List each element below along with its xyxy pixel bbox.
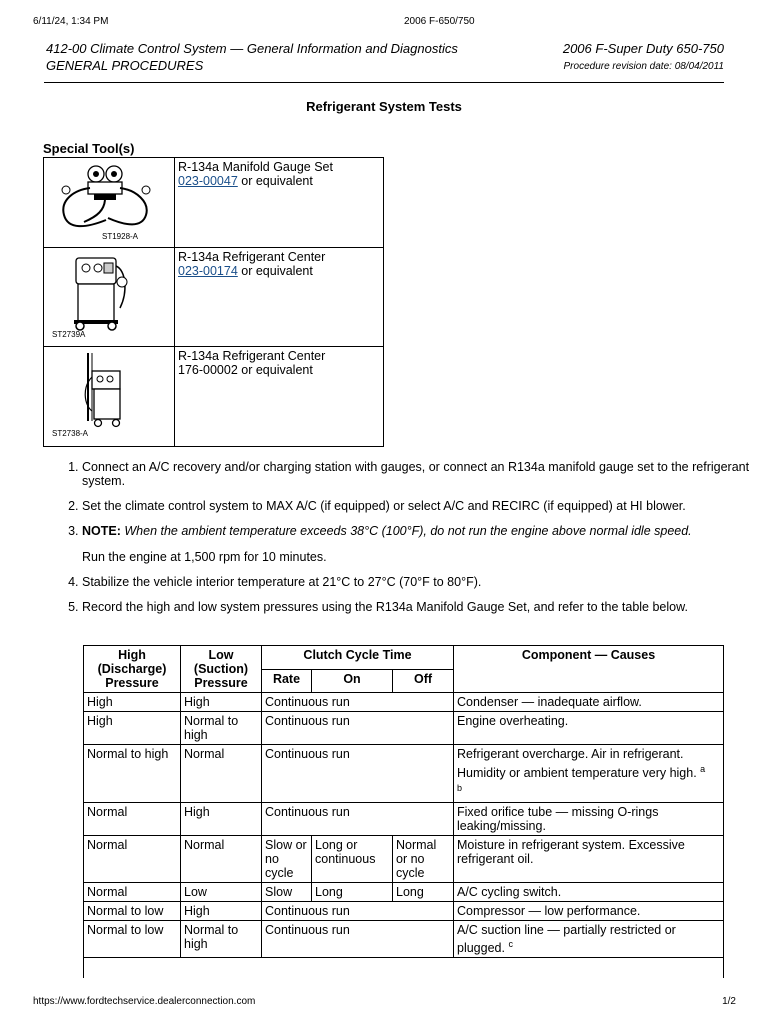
section-title: 412-00 Climate Control System — General Information and Diagnostics <box>46 41 458 56</box>
footnote-c-link[interactable]: c <box>508 939 513 950</box>
cell-low: High <box>181 902 262 921</box>
tool-image-cell <box>44 347 175 447</box>
tool-row <box>44 158 384 248</box>
cell-high: High <box>84 693 181 712</box>
cell-clutch: Continuous run <box>262 745 454 803</box>
special-tools-heading: Special Tool(s) <box>43 141 135 156</box>
tool-description <box>175 347 384 447</box>
note-text: When the ambient temperature exceeds 38°C (100°F), do not run the engine above normal idle speed. <box>124 524 692 538</box>
cell-causes: Condenser — inadequate airflow. <box>454 693 724 712</box>
cell-clutch: Continuous run <box>262 921 454 958</box>
tool-name: R-134a Manifold Gauge Set <box>178 160 333 174</box>
table-row <box>84 883 724 902</box>
footer-page: 1/2 <box>722 996 736 1007</box>
cell-causes: Moisture in refrigerant system. Excessive refrigerant oil. <box>454 836 724 883</box>
cell-low: Normal <box>181 745 262 803</box>
tool-suffix: or equivalent <box>237 264 313 278</box>
table-row <box>84 712 724 745</box>
header-clutch-cycle: Clutch Cycle Time <box>262 646 454 670</box>
step-item <box>82 524 762 564</box>
tool-description <box>175 248 384 347</box>
footer-url: https://www.fordtechservice.dealerconnection.com <box>33 996 256 1007</box>
header-high-pressure: High (Discharge) Pressure <box>84 646 181 693</box>
note-label: NOTE: <box>82 524 121 538</box>
cell-clutch: Continuous run <box>262 693 454 712</box>
tool-description <box>175 158 384 248</box>
table-header-row <box>84 646 724 670</box>
tool-part-link[interactable]: 023-00047 <box>178 174 238 188</box>
step-text: Stabilize the vehicle interior temperature at 21°C to 27°C (70°F to 80°F). <box>82 575 482 589</box>
cell-causes: Engine overheating. <box>454 712 724 745</box>
page-title: Refrigerant System Tests <box>306 99 462 114</box>
cell-high: Normal to low <box>84 921 181 958</box>
cell-clutch: Continuous run <box>262 803 454 836</box>
footnote-b-link[interactable]: b <box>457 783 463 794</box>
print-doc-title: 2006 F-650/750 <box>404 16 475 27</box>
step-item <box>82 575 762 589</box>
tool-image-cell <box>44 158 175 248</box>
cell-causes: Fixed orifice tube — missing O-rings leaking/missing. <box>454 803 724 836</box>
table-row <box>84 921 724 958</box>
pressure-diagnosis-table <box>83 645 724 978</box>
continued-cell <box>84 958 724 978</box>
cell-low: Normal to high <box>181 712 262 745</box>
header-causes: Component — Causes <box>454 646 724 693</box>
causes-text: Refrigerant overcharge. Air in refrigerant. Humidity or ambient temperature very high. <box>457 747 697 781</box>
cell-causes: Compressor — low performance. <box>454 902 724 921</box>
revision-date: Procedure revision date: 08/04/2011 <box>563 61 724 72</box>
tool-part-link[interactable]: 023-00174 <box>178 264 238 278</box>
table-row <box>84 836 724 883</box>
table-row <box>84 693 724 712</box>
step-text: Record the high and low system pressures using the R134a Manifold Gauge Set, and refer to the table below. <box>82 600 688 614</box>
step-text: Set the climate control system to MAX A/C (if equipped) or select A/C and RECIRC (if equipped) at HI blower. <box>82 499 686 513</box>
cell-on: Long or continuous <box>312 836 393 883</box>
cell-causes <box>454 921 724 958</box>
table-row <box>84 745 724 803</box>
tool-suffix: or equivalent <box>237 363 313 377</box>
header-rule <box>44 82 724 83</box>
tool-suffix: or equivalent <box>237 174 313 188</box>
causes-text: A/C suction line — partially restricted or plugged. <box>457 923 676 956</box>
step-item <box>82 499 762 513</box>
refrigerant-center-icon <box>46 252 174 332</box>
tool-name: R-134a Refrigerant Center <box>178 349 326 363</box>
print-datetime: 6/11/24, 1:34 PM <box>33 16 109 27</box>
tool-image-caption: ST2739A <box>52 330 86 339</box>
cell-on: Long <box>312 883 393 902</box>
special-tools-table <box>43 157 384 447</box>
header-on: On <box>312 669 393 693</box>
cell-low: Low <box>181 883 262 902</box>
step-item <box>82 460 762 488</box>
cell-causes: A/C cycling switch. <box>454 883 724 902</box>
table-row <box>84 803 724 836</box>
step-text: Run the engine at 1,500 rpm for 10 minutes. <box>82 550 327 564</box>
cell-high: Normal to low <box>84 902 181 921</box>
cell-rate: Slow <box>262 883 312 902</box>
header-off: Off <box>393 669 454 693</box>
tool-name: R-134a Refrigerant Center <box>178 250 326 264</box>
tool-image-caption: ST1928-A <box>102 232 139 241</box>
footnote-a-link[interactable]: a <box>700 764 706 774</box>
tool-image-cell <box>44 248 175 347</box>
manifold-gauge-icon <box>46 160 174 235</box>
step-text: Connect an A/C recovery and/or charging station with gauges, or connect an R134a manifold gauge set to the refrigerant system. <box>82 460 750 488</box>
step-item <box>82 600 762 614</box>
cell-low: Normal <box>181 836 262 883</box>
tool-row <box>44 248 384 347</box>
tool-part-number: 176-00002 <box>178 363 238 377</box>
tool-row <box>44 347 384 447</box>
cell-high: Normal <box>84 883 181 902</box>
table-row <box>84 902 724 921</box>
cell-high: Normal <box>84 803 181 836</box>
procedure-steps <box>44 460 762 625</box>
cell-high: Normal to high <box>84 745 181 803</box>
tool-image-caption: ST2738-A <box>52 429 89 438</box>
cell-high: High <box>84 712 181 745</box>
cell-clutch: Continuous run <box>262 712 454 745</box>
cell-low: High <box>181 693 262 712</box>
table-row-continued <box>84 958 724 978</box>
cell-rate: Slow or no cycle <box>262 836 312 883</box>
header-rate: Rate <box>262 669 312 693</box>
cell-off: Normal or no cycle <box>393 836 454 883</box>
cell-low: High <box>181 803 262 836</box>
cell-off: Long <box>393 883 454 902</box>
cell-high: Normal <box>84 836 181 883</box>
category-label: GENERAL PROCEDURES <box>46 58 204 73</box>
refrigerant-cart-icon <box>46 349 174 429</box>
cell-low: Normal to high <box>181 921 262 958</box>
vehicle-title: 2006 F-Super Duty 650-750 <box>562 41 724 56</box>
header-low-pressure: Low (Suction) Pressure <box>181 646 262 693</box>
cell-causes <box>454 745 724 803</box>
cell-clutch: Continuous run <box>262 902 454 921</box>
